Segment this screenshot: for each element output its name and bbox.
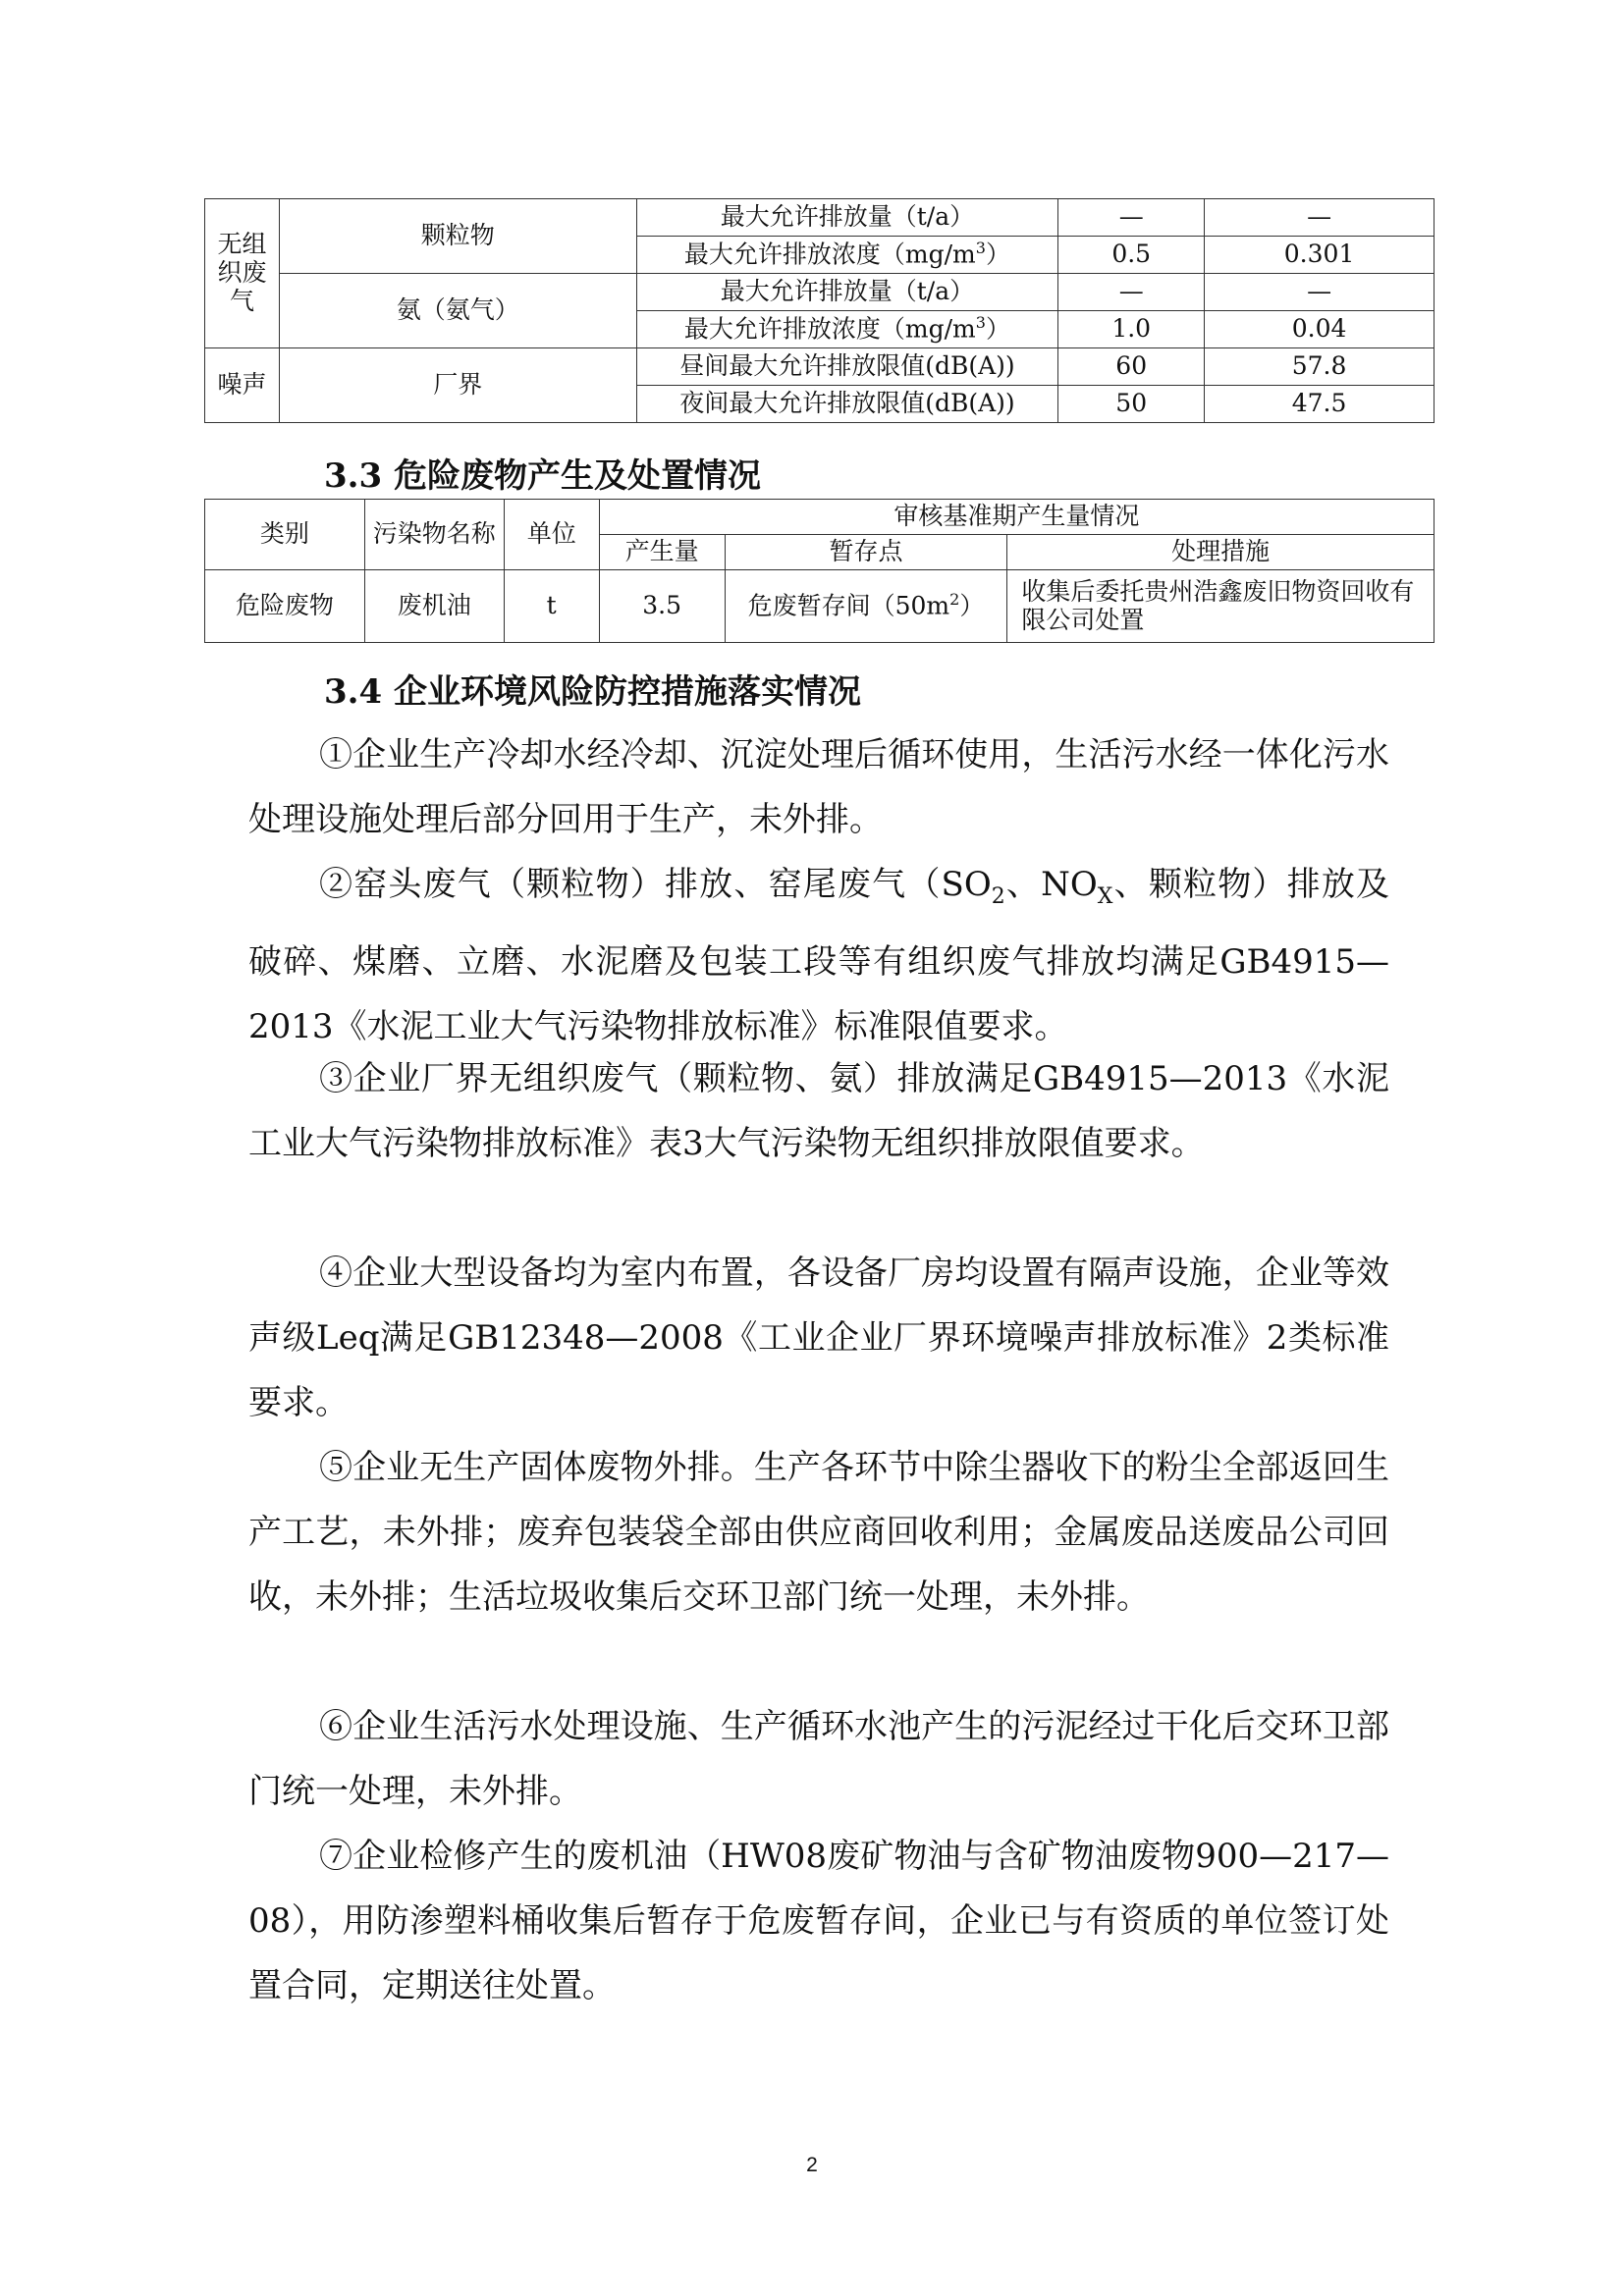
value-cell: 47.5 [1205,386,1435,423]
param-cell: 最大允许排放量（t/a） [636,274,1058,311]
header-pollutant: 污染物名称 [364,500,504,570]
category-cell: 噪声 [205,348,280,423]
section-3-3-heading: 3.3 危险废物产生及处置情况 [324,456,761,496]
storage-cell: 危废暂存间$(50m^2)$ [725,570,1007,643]
header-disposal: 处理措施 [1007,535,1435,570]
pollutant-cell: 氨（氨气） [279,274,636,348]
paragraph-6: ⑥企业生活污水处理设施、生产循环水池产生的污泥经过干化后交环卫部门统一处理，未外排。 [248,1707,1389,1811]
value-cell: — [1058,274,1205,311]
unit-cell: t [504,570,599,643]
value-cell: — [1205,274,1435,311]
param-cell: 最大允许排放浓度$(mg/m^3)$ [636,311,1058,348]
emission-limits-table [204,198,1435,423]
value-cell: 0.301 [1205,237,1435,274]
disposal-cell: 收集后委托贵州浩鑫废旧物资回收有限公司处置 [1007,570,1435,643]
value-cell: 50 [1058,386,1205,423]
pollutant-cell: 厂界 [279,348,636,423]
value-cell: 1.0 [1058,311,1205,348]
param-cell: 昼间最大允许排放限值(dB(A)) [636,348,1058,386]
paragraph-1: ①企业生产冷却水经冷却、沉淀处理后循环使用，生活污水经一体化污水处理设施处理后部分回用于生产，未外排。 [248,735,1389,839]
paragraph-4: ④企业大型设备均为室内布置，各设备厂房均设置有隔声设施，企业等效声级Leq满足GB12348—2008《工业企业厂界环境噪声排放标准》2类标准要求。 [248,1254,1389,1422]
paragraph-7: ⑦企业检修产生的废机油（HW08废矿物油与含矿物油废物900—217—08），用防渗塑料桶收集后暂存于危废暂存间，企业已与有资质的单位签订处置合同，定期送往处置。 [248,1837,1389,2005]
pollutant-cell: 颗粒物 [279,199,636,274]
section-3-4-heading: 3.4 企业环境风险防控措施落实情况 [324,672,861,712]
header-amount: 产生量 [599,535,725,570]
paragraph-3: ③企业厂界无组织废气（颗粒物、氨）排放满足GB4915—2013《水泥工业大气污染物排放标准》表3大气污染物无组织排放限值要求。 [248,1059,1389,1163]
value-cell: 0.04 [1205,311,1435,348]
category-cell: 危险废物 [205,570,365,643]
param-cell: 最大允许排放量（t/a） [636,199,1058,237]
table-row [205,570,1435,643]
param-cell: 最大允许排放浓度$(mg/m^3)$ [636,237,1058,274]
category-cell: 无组织废气 [205,199,280,348]
header-category: 类别 [205,500,365,570]
header-group: 审核基准期产生量情况 [599,500,1434,535]
table-row [205,348,1435,386]
value-cell: 0.5 [1058,237,1205,274]
table-row [205,199,1435,237]
value-cell: 57.8 [1205,348,1435,386]
page-number: 2 [806,2154,818,2176]
paragraph-5: ⑤企业无生产固体废物外排。生产各环节中除尘器收下的粉尘全部返回生产工艺，未外排；废弃包装袋全部由供应商回收利用；金属废品送废品公司回收，未外排；生活垃圾收集后交环卫部门统一处理，未外排。 [248,1448,1389,1617]
param-cell: 夜间最大允许排放限值(dB(A)) [636,386,1058,423]
table-header-row [205,500,1435,535]
hazardous-waste-table [204,499,1435,643]
pollutant-cell: 废机油 [364,570,504,643]
header-storage: 暂存点 [725,535,1007,570]
amount-cell: 3.5 [599,570,725,643]
paragraph-2: ②窑头废气（颗粒物）排放、窑尾废气（$SO_2$、$NO_X$、颗粒物）排放及破碎、煤磨、立磨、水泥磨及包装工段等有组织废气排放均满足GB4915—2013《水泥工业大气污染物排放标准》标准限值要求。 [248,865,1390,1046]
header-unit: 单位 [504,500,599,570]
value-cell: 60 [1058,348,1205,386]
value-cell: — [1205,199,1435,237]
value-cell: — [1058,199,1205,237]
table-row [205,274,1435,311]
